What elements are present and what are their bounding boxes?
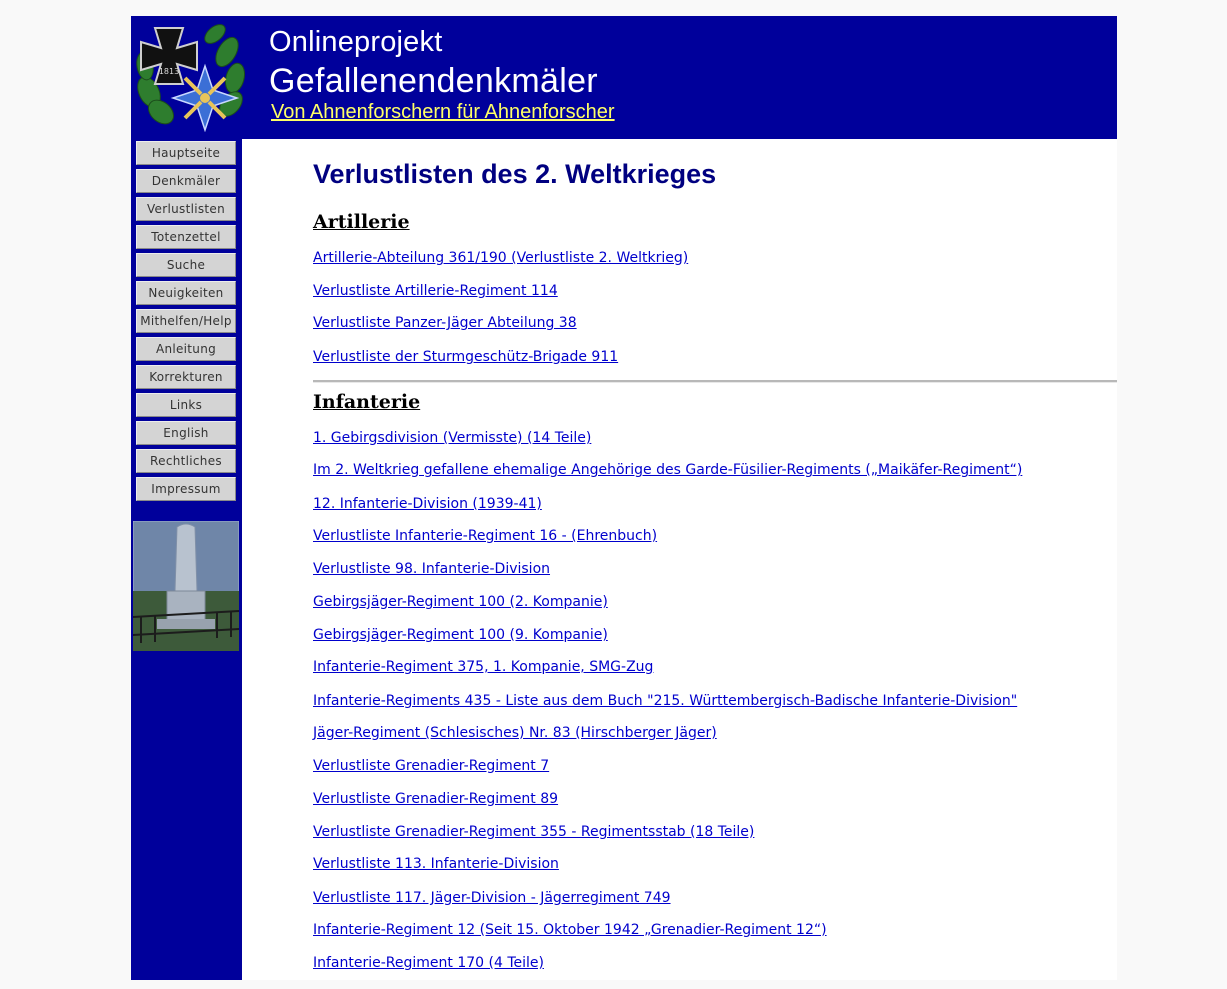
site-header [131, 16, 1117, 139]
section-divider [313, 380, 1117, 383]
list-link[interactable]: Verlustliste 98. Infanterie-Division [313, 561, 551, 577]
sidebar-item-impressum[interactable]: Impressum [136, 477, 236, 501]
list-link[interactable]: Verlustliste Grenadier-Regiment 89 [313, 791, 559, 807]
list-link[interactable]: Verlustliste Panzer-Jäger Abteilung 38 [313, 315, 577, 331]
list-link[interactable]: Verlustliste Grenadier-Regiment 7 [313, 758, 550, 774]
list-link[interactable]: 12. Infanterie-Division (1939-41) [313, 496, 542, 512]
page-title: Verlustlisten des 2. Weltkrieges [313, 159, 717, 189]
list-link[interactable]: Infanterie-Regiment 12 (Seit 15. Oktober 1942 „Grenadier-Regiment 12“) [313, 922, 827, 938]
section-heading-artillerie: Artillerie [313, 211, 410, 233]
sidebar-nav [131, 139, 242, 980]
list-link[interactable]: Verlustliste 117. Jäger-Division - Jägerregiment 749 [313, 890, 671, 906]
sidebar-item-verlustlisten[interactable]: Verlustlisten [136, 197, 236, 221]
sidebar-item-english[interactable]: English [136, 421, 236, 445]
list-link[interactable]: Verlustliste Grenadier-Regiment 355 - Regimentsstab (18 Teile) [313, 824, 755, 840]
list-link[interactable]: Infanterie-Regiments 435 - Liste aus dem Buch "215. Württembergisch-Badische Infanterie-Division" [313, 693, 1018, 709]
list-link[interactable]: Verlustliste der Sturmgeschütz-Brigade 911 [313, 349, 619, 365]
main-content [313, 139, 1117, 980]
list-link[interactable]: Verlustliste Infanterie-Regiment 16 - (Ehrenbuch) [313, 528, 658, 544]
list-link[interactable]: Artillerie-Abteilung 361/190 (Verlustliste 2. Weltkrieg) [313, 250, 689, 266]
sidebar-item-rechtliches[interactable]: Rechtliches [136, 449, 236, 473]
sidebar-item-neuigkeiten[interactable]: Neuigkeiten [136, 281, 236, 305]
list-link[interactable]: Gebirgsjäger-Regiment 100 (2. Kompanie) [313, 594, 608, 610]
logo-year: 1813 [158, 67, 180, 76]
section-heading-infanterie: Infanterie [313, 391, 421, 413]
list-link[interactable]: Im 2. Weltkrieg gefallene ehemalige Angehörige des Garde-Füsilier-Regiments („Maikäfer-Regiment“) [313, 462, 1023, 478]
sidebar-item-hauptseite[interactable]: Hauptseite [136, 141, 236, 165]
site-tagline-link[interactable]: Von Ahnenforschern für Ahnenforscher [271, 101, 615, 123]
list-link[interactable]: 1. Gebirgsdivision (Vermisste) (14 Teile) [313, 430, 592, 446]
list-link[interactable]: Verlustliste Artillerie-Regiment 114 [313, 283, 558, 299]
memorial-photo-icon [133, 521, 239, 651]
list-link[interactable]: Verlustliste 113. Infanterie-Division [313, 856, 559, 872]
sidebar-item-mithelfen[interactable]: Mithelfen/Help [136, 309, 236, 333]
list-link[interactable]: Infanterie-Regiment 375, 1. Kompanie, SMG-Zug [313, 659, 654, 675]
sidebar-item-korrekturen[interactable]: Korrekturen [136, 365, 236, 389]
list-link[interactable]: Infanterie-Regiment 170 (4 Teile) [313, 955, 544, 971]
sidebar-item-totenzettel[interactable]: Totenzettel [136, 225, 236, 249]
page-container [131, 16, 1117, 980]
iron-cross-logo-icon[interactable] [135, 22, 247, 132]
list-link[interactable]: Gebirgsjäger-Regiment 100 (9. Kompanie) [313, 627, 608, 643]
sidebar-item-suche[interactable]: Suche [136, 253, 236, 277]
sidebar-item-anleitung[interactable]: Anleitung [136, 337, 236, 361]
site-title-line-2: Gefallenendenkmäler [269, 62, 598, 100]
site-title-line-1: Onlineprojekt [269, 26, 443, 58]
sidebar-item-links[interactable]: Links [136, 393, 236, 417]
list-link[interactable]: Jäger-Regiment (Schlesisches) Nr. 83 (Hirschberger Jäger) [313, 725, 717, 741]
sidebar-item-denkmaeler[interactable]: Denkmäler [136, 169, 236, 193]
